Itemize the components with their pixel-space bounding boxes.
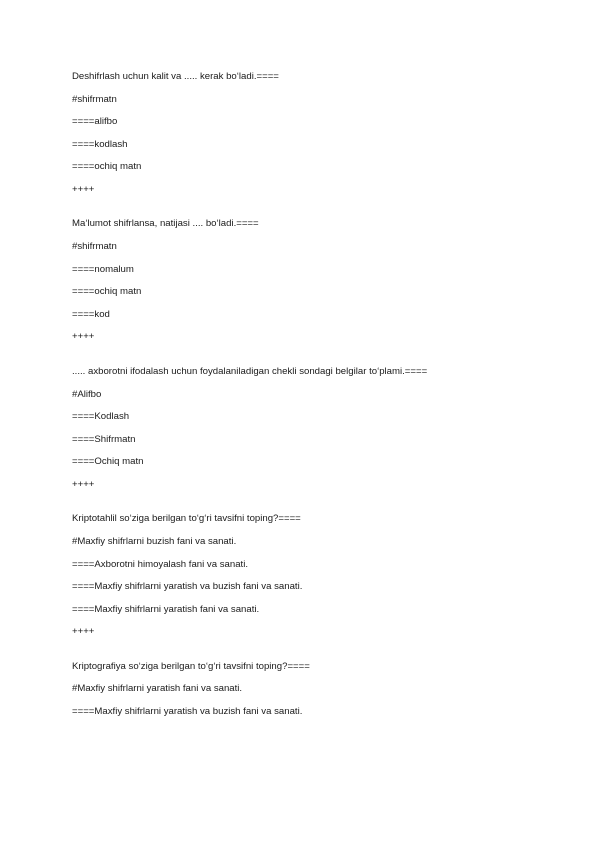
question-text: Ma‘lumot shifrlansa, natijasi .... bo‘ladi.====	[72, 218, 259, 230]
question-end-marker: ++++	[72, 331, 95, 343]
answer-option: ====kodlash	[72, 138, 128, 150]
question-block-1	[72, 71, 542, 195]
answer-option: ====Shifrmatn	[72, 433, 136, 445]
answer-option: ====Axborotni himoyalash fani va sanati.	[72, 558, 248, 570]
question-text: Deshifrlash uchun kalit va ..... kerak bo‘ladi.====	[72, 71, 279, 82]
question-block-5	[72, 661, 542, 717]
answer-correct: #shifrmatn	[72, 241, 117, 253]
question-block-3	[72, 366, 542, 490]
question-end-marker: ++++	[72, 183, 95, 195]
answer-option: ====Ochiq matn	[72, 456, 144, 468]
answer-option: ====kod	[72, 308, 110, 320]
question-text: ..... axborotni ifodalash uchun foydalaniladigan chekli sondagi belgilar to‘plami.====	[72, 365, 428, 377]
answer-correct: #Alifbo	[72, 388, 102, 400]
question-end-marker: ++++	[72, 478, 95, 490]
answer-option: ====Kodlash	[72, 411, 130, 423]
answer-option: ====ochiq matn	[72, 286, 142, 298]
answer-correct: #Maxfiy shifrlarni buzish fani va sanati.	[72, 536, 237, 547]
question-end-marker: ++++	[72, 626, 95, 638]
question-block-4	[72, 513, 542, 637]
answer-option: ====ochiq matn	[72, 161, 142, 173]
document-body	[72, 71, 542, 741]
answer-option: ====alifbo	[72, 116, 118, 128]
answer-correct: #shifrmatn	[72, 93, 117, 105]
answer-option: ====Maxfiy shifrlarni yaratish va buzish fani va sanati.	[72, 706, 303, 718]
answer-option: ====nomalum	[72, 263, 134, 275]
answer-correct: #Maxfiy shifrlarni yaratish fani va sanati.	[72, 683, 243, 695]
answer-option: ====Maxfiy shifrlarni yaratish fani va sanati.	[72, 603, 260, 615]
answer-option: ====Maxfiy shifrlarni yaratish va buzish fani va sanati.	[72, 581, 303, 593]
question-block-2	[72, 218, 542, 342]
question-text: Kriptotahlil so‘ziga berilgan to‘g‘ri tavsifni toping?====	[72, 513, 301, 525]
question-text: Kriptografiya so‘ziga berilgan to‘g‘ri tavsifni toping?====	[72, 660, 310, 672]
